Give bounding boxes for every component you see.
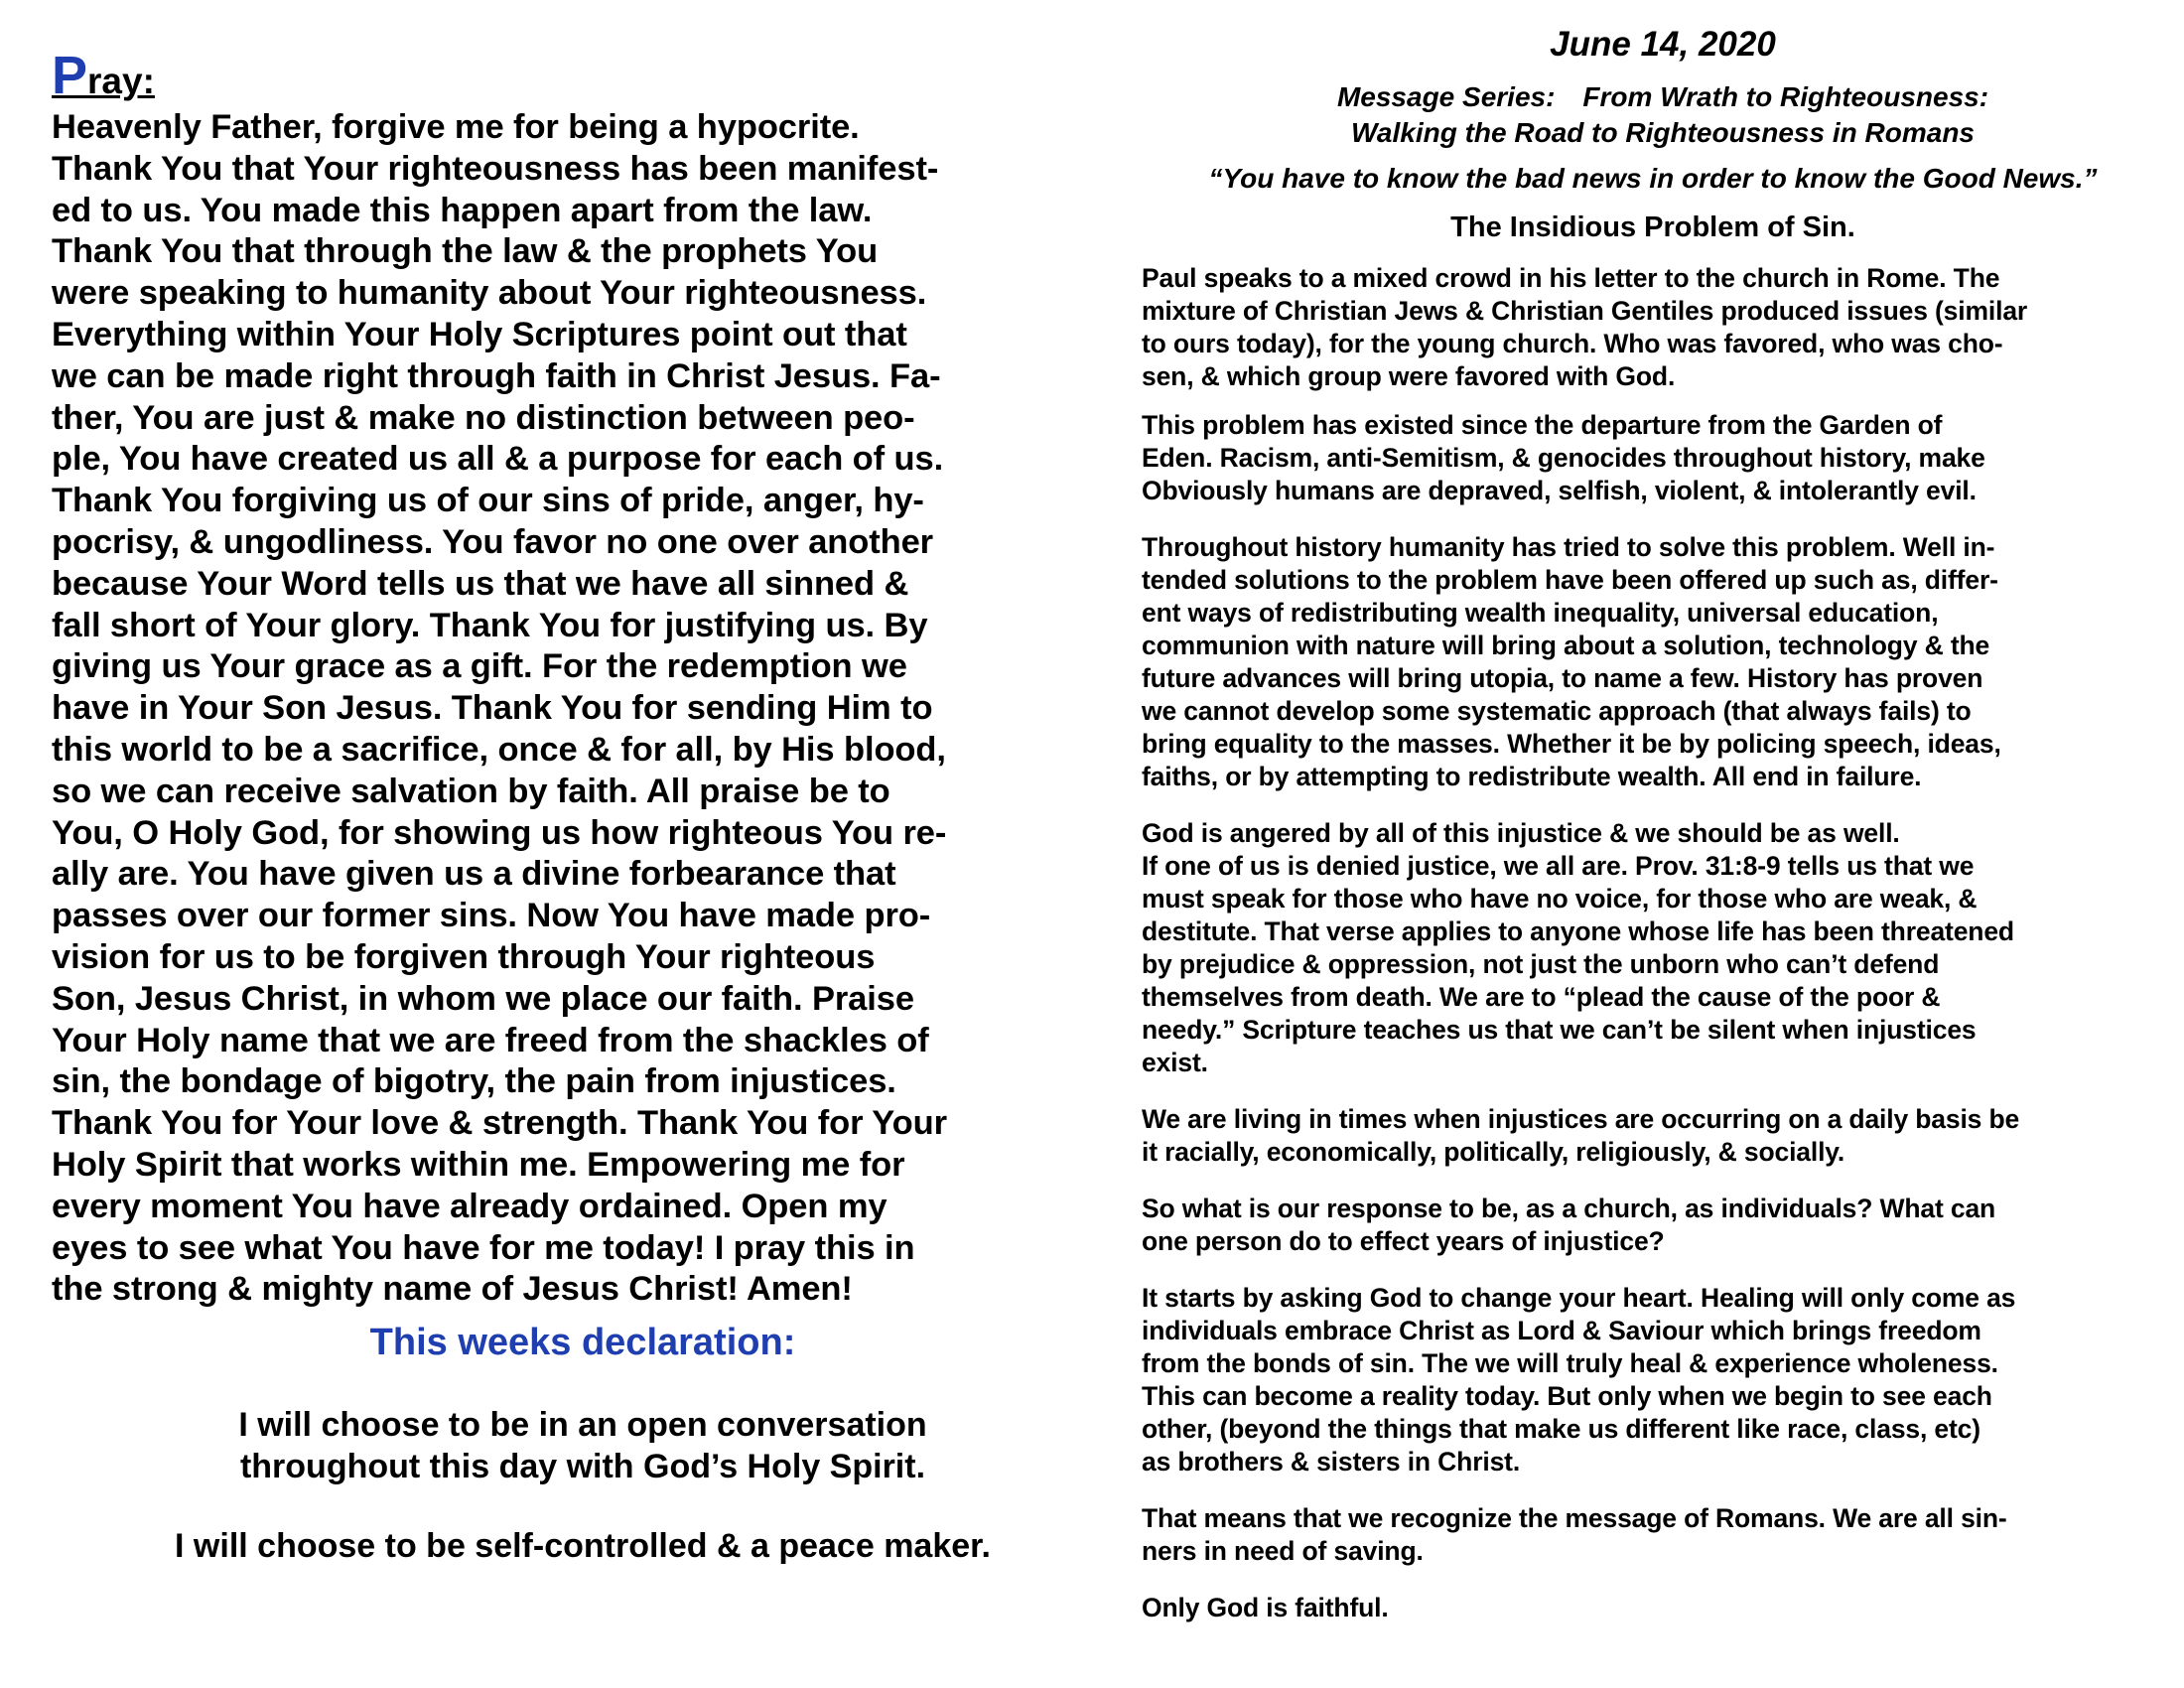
paragraph-line: themselves from death. We are to “plead the cause of the poor &: [1142, 982, 1941, 1012]
paragraph-line: ners in need of saving.: [1142, 1536, 1424, 1566]
prayer-line: because Your Word tells us that we have all sinned &: [52, 564, 909, 603]
prayer-line: passes over our former sins. Now You have made pro-: [52, 897, 931, 935]
prayer-line: Everything within Your Holy Scriptures point out that: [52, 315, 907, 353]
prayer-line: giving us Your grace as a gift. For the redemption we: [52, 647, 907, 686]
paragraph-line: This can become a reality today. But only when we begin to see each: [1142, 1381, 1992, 1411]
paragraph-line: This problem has existed since the departure from the Garden of: [1142, 410, 1943, 440]
pray-heading: [52, 46, 1084, 105]
paragraph-line: needy.” Scripture teaches us that we can’t be silent when injustices: [1142, 1015, 1977, 1045]
paragraph-line: other, (beyond the things that make us different like race, class, etc): [1142, 1414, 1980, 1444]
paragraph-line: from the bonds of sin. The we will truly heal & experience wholeness.: [1142, 1348, 1998, 1378]
paragraph-line: sen, & which group were favored with God.: [1142, 361, 1676, 391]
prayer-line: the strong & mighty name of Jesus Christ! Amen!: [52, 1270, 853, 1309]
paragraph-line: God is angered by all of this injustice & we should be as well.: [1142, 818, 1900, 848]
series-title-line-1: From Wrath to Righteousness:: [1582, 81, 1989, 112]
sermon-title: The Insidious Problem of Sin.: [1450, 211, 1855, 243]
prayer-line: You, O Holy God, for showing us how righteous You re-: [52, 813, 947, 852]
sermon-paragraph: [1142, 1282, 2144, 1478]
series-label: Message Series:: [1336, 81, 1556, 112]
prayer-line: ed to us. You made this happen apart from the law.: [52, 191, 873, 229]
paragraph-line: we cannot develop some systematic approach (that always fails) to: [1142, 696, 1972, 726]
paragraph-line: to ours today), for the young church. Who was favored, who was cho-: [1142, 329, 2003, 358]
prayer-line: Thank You for Your love & strength. Thank You for Your: [52, 1104, 947, 1143]
paragraph-line: ent ways of redistributing wealth inequality, universal education,: [1142, 598, 1939, 628]
prayer-line: Holy Spirit that works within me. Empowering me for: [52, 1145, 905, 1184]
prayer-line: eyes to see what You have for me today! I pray this in: [52, 1228, 915, 1267]
prayer-line: we can be made right through faith in Christ Jesus. Fa-: [52, 356, 941, 395]
prayer-line: sin, the bondage of bigotry, the pain from injustices.: [52, 1062, 896, 1101]
prayer-line: vision for us to be forgiven through Your righteous: [52, 937, 876, 976]
paragraph-line: We are living in times when injustices are occurring on a daily basis be: [1142, 1104, 2020, 1134]
sermon-paragraph: [1142, 1193, 2144, 1258]
prayer-line: so we can receive salvation by faith. All praise be to: [52, 772, 890, 810]
sermon-paragraph: [1142, 531, 2144, 793]
sermon-notes-column: [1142, 22, 2144, 1630]
paragraph-line: tended solutions to the problem have been offered up such as, differ-: [1142, 565, 1998, 595]
prayer-line: fall short of Your glory. Thank You for justifying us. By: [52, 606, 928, 644]
prayer-line: Thank You forgiving us of our sins of pride, anger, hy-: [52, 482, 924, 520]
declaration-line: I will choose to be in an open conversation: [238, 1406, 927, 1445]
paragraph-line: Paul speaks to a mixed crowd in his letter to the church in Rome. The: [1142, 263, 2000, 293]
paragraph-line: exist.: [1142, 1048, 1208, 1077]
paragraph-line: one person do to effect years of injustice?: [1142, 1226, 1665, 1256]
prayer-line: ally are. You have given us a divine forbearance that: [52, 855, 896, 894]
prayer-column: [52, 46, 1084, 1640]
sermon-paragraph: [1142, 1103, 2144, 1169]
declaration-statement-1: [81, 1404, 1084, 1487]
paragraph-line: mixture of Christian Jews & Christian Gentiles produced issues (similar: [1142, 296, 2028, 326]
sermon-paragraph: [1142, 1502, 2144, 1568]
paragraph-line: It starts by asking God to change your heart. Healing will only come as: [1142, 1283, 2016, 1313]
bulletin-date: June 14, 2020: [1550, 25, 1776, 64]
paragraph-line: Obviously humans are depraved, selfish, violent, & intolerantly evil.: [1142, 476, 1977, 505]
declaration-statement-2: I will choose to be self-controlled & a peace maker.: [175, 1527, 991, 1566]
pray-heading-initial: P: [52, 46, 88, 105]
paragraph-line: future advances will bring utopia, to name a few. History has proven: [1142, 663, 1983, 693]
series-title-line-2: Walking the Road to Righteousness in Romans: [1351, 117, 1975, 148]
prayer-line: pocrisy, & ungodliness. You favor no one over another: [52, 522, 934, 561]
paragraph-line: must speak for those who have no voice, for those who are weak, &: [1142, 884, 1978, 914]
declaration-title: This weeks declaration:: [369, 1322, 796, 1364]
prayer-line: were speaking to humanity about Your righteousness.: [52, 274, 927, 313]
prayer-line: Heavenly Father, forgive me for being a hypocrite.: [52, 108, 860, 146]
sermon-paragraph: [1142, 409, 2144, 507]
sermon-paragraph: [1142, 1592, 2144, 1624]
paragraph-line: communion with nature will bring about a solution, technology & the: [1142, 631, 1990, 660]
sermon-paragraph: [1142, 262, 2144, 393]
paragraph-line: If one of us is denied justice, we all are. Prov. 31:8-9 tells us that we: [1142, 851, 1975, 881]
sermon-body: [1142, 262, 2144, 1624]
paragraph-line: by prejudice & oppression, not just the unborn who can’t defend: [1142, 949, 1940, 979]
paragraph-line: it racially, economically, politically, religiously, & socially.: [1142, 1137, 1845, 1167]
message-series: [1181, 79, 2144, 151]
paragraph-line: faiths, or by attempting to redistribute wealth. All end in failure.: [1142, 762, 1922, 791]
pray-heading-rest: ray:: [87, 61, 155, 101]
paragraph-line: That means that we recognize the message of Romans. We are all sin-: [1142, 1503, 2007, 1533]
prayer-text: [52, 107, 1084, 1311]
prayer-line: Son, Jesus Christ, in whom we place our faith. Praise: [52, 979, 914, 1018]
sermon-paragraph: [1142, 817, 2144, 1079]
prayer-line: Your Holy name that we are freed from the shackles of: [52, 1021, 929, 1059]
paragraph-line: destitute. That verse applies to anyone whose life has been threatened: [1142, 916, 2014, 946]
declaration-line: throughout this day with God’s Holy Spirit.: [239, 1448, 926, 1486]
paragraph-line: Only God is faithful.: [1142, 1593, 1389, 1622]
paragraph-line: individuals embrace Christ as Lord & Saviour which brings freedom: [1142, 1316, 1981, 1345]
paragraph-line: bring equality to the masses. Whether it be by policing speech, ideas,: [1142, 729, 2001, 759]
paragraph-line: So what is our response to be, as a church, as individuals? What can: [1142, 1194, 1996, 1223]
prayer-line: ther, You are just & make no distinction between peo-: [52, 398, 915, 437]
paragraph-line: Throughout history humanity has tried to solve this problem. Well in-: [1142, 532, 1995, 562]
prayer-line: Thank You that through the law & the prophets You: [52, 232, 879, 271]
prayer-line: ple, You have created us all & a purpose for each of us.: [52, 440, 944, 479]
prayer-line: every moment You have already ordained. Open my: [52, 1187, 887, 1225]
prayer-line: this world to be a sacrifice, once & for all, by His blood,: [52, 730, 946, 769]
paragraph-line: Eden. Racism, anti-Semitism, & genocides throughout history, make: [1142, 443, 1985, 473]
paragraph-line: as brothers & sisters in Christ.: [1142, 1447, 1521, 1477]
prayer-line: have in Your Son Jesus. Thank You for sending Him to: [52, 689, 933, 728]
prayer-line: Thank You that Your righteousness has been manifest-: [52, 149, 939, 188]
series-quote: “You have to know the bad news in order to know the Good News.”: [1208, 163, 2098, 194]
